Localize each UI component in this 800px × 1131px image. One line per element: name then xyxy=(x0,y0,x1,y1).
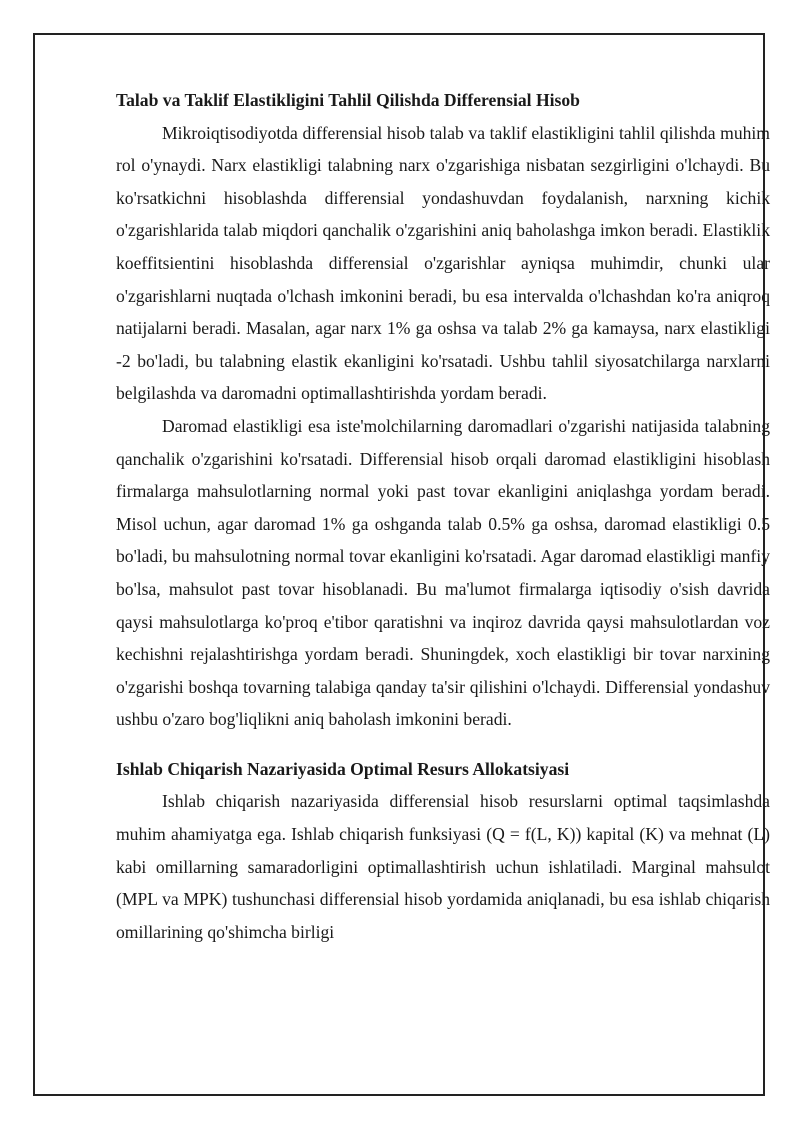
section-heading-production: Ishlab Chiqarish Nazariyasida Optimal Resurs Allokatsiyasi xyxy=(116,758,570,779)
section-heading-elasticity: Talab va Taklif Elastikligini Tahlil Qilishda Differensial Hisob xyxy=(116,90,580,110)
paragraph: Daromad elastikligi esa iste'molchilarning daromadlari o'zgarishi natijasida talabning qanchalik o'zgarishini ko'rsatadi. Differensial hisob orqali daromad elastikligini hisoblash firmalarga mahsulotlarning normal yoki past tovar ekanligini aniqlashga yordam beradi. Misol uchun, agar daromad 1% ga oshganda talab 0.5% ga oshsa, daromad elastikligi 0.5 bo'ladi, bu mahsulotning normal tovar ekanligini ko'rsatadi. Agar daromad elastikligi manfiy bo'lsa, mahsulot past tovar hisoblanadi. Bu ma'lumot firmalarga iqtisodiy o'sish davrida qaysi mahsulotlarga ko'proq e'tibor qaratishni va inqiroz davrida qaysi mahsulotlardan voz kechishni rejalashtirishga yordam beradi. Shuningdek, xoch elastikligi bir tovar narxining o'zgarishi boshqa tovarning talabiga qanday ta'sir qilishini o'lchaydi. Differensial yondashuv ushbu o'zaro bog'liqlikni aniq baholash imkonini beradi. xyxy=(116,415,770,730)
paragraph: Ishlab chiqarish nazariyasida differensial hisob resurslarni optimal taqsimlashda muhim ahamiyatga ega. Ishlab chiqarish funksiyasi (Q = f(L, K)) kapital (K) va mehnat (L) kabi omillarning samaradorligini optimallashtirish uchun ishlatiladi. Marginal mahsulot (MPL va MPK) tushunchasi differensial hisob yordamida aniqlanadi, bu esa ishlab chiqarish omillarining qo'shimcha birligi xyxy=(116,791,770,942)
document-body xyxy=(116,84,770,948)
paragraph: Mikroiqtisodiyotda differensial hisob talab va taklif elastikligini tahlil qilishda muhim rol o'ynaydi. Narx elastikligi talabning narx o'zgarishiga nisbatan sezgirligini o'lchaydi. Bu ko'rsatkichni hisoblashda differensial yondashuvdan foydalanish, narxning kichik o'zgarishlarida talab miqdori qanchalik o'zgarishini aniq baholashga imkon beradi. Elastiklik koeffitsientini hisoblashda differensial o'zgarishlar ayniqsa muhimdir, chunki ular o'zgarishlarni nuqtada o'lchash imkonini beradi, bu esa intervalda o'lchashdan ko'ra aniqroq natijalarni beradi. Masalan, agar narx 1% ga oshsa va talab 2% ga kamaysa, narx elastikligi -2 bo'ladi, bu talabning elastik ekanligini ko'rsatadi. Ushbu tahlil siyosatchilarga narxlarni belgilashda va daromadni optimallashtirishda yordam beradi. xyxy=(116,122,770,404)
